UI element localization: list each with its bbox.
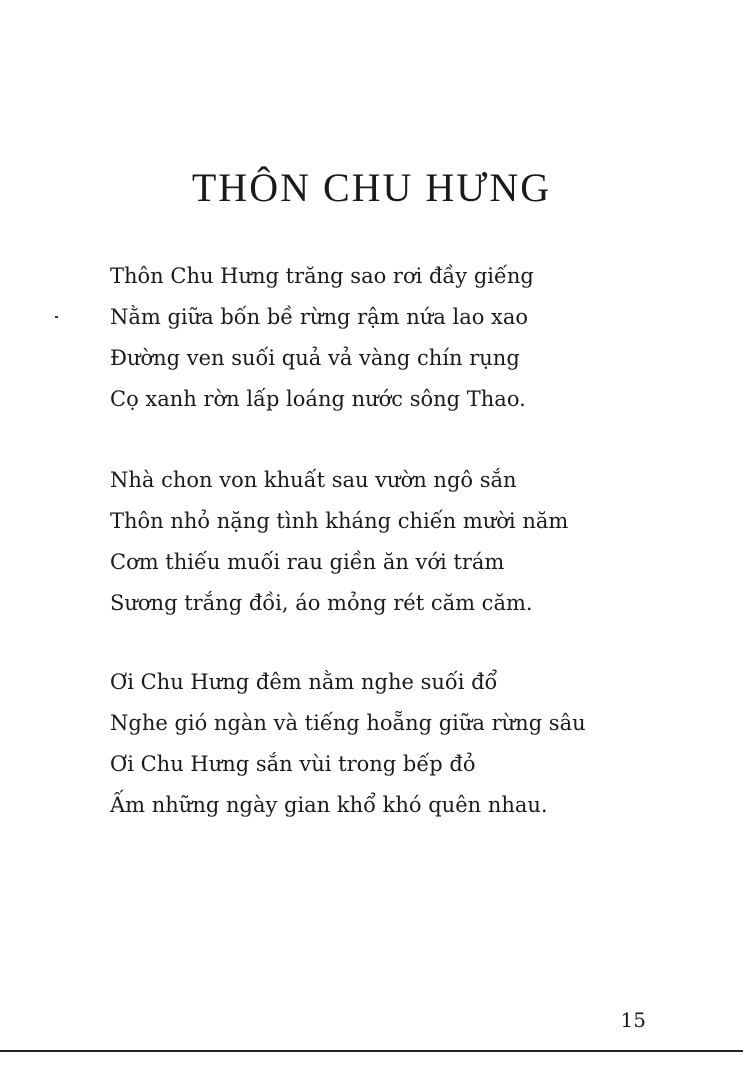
stanza-3 xyxy=(110,662,586,826)
poem-line: Đường ven suối quả vả vàng chín rụng xyxy=(110,346,520,370)
poem-line: Thôn Chu Hưng trăng sao rơi đầy giếng xyxy=(110,264,534,288)
print-speck xyxy=(55,316,58,318)
poem-title: THÔN CHU HƯNG xyxy=(191,165,552,210)
poem-line: Nằm giữa bốn bề rừng rậm nứa lao xao xyxy=(110,305,529,329)
poem-line: Sương trắng đồi, áo mỏng rét căm căm. xyxy=(110,591,533,615)
page-number: 15 xyxy=(620,1008,646,1032)
poem-line: Ơi Chu Hưng đêm nằm nghe suối đổ xyxy=(110,670,498,694)
poem-line: Cọ xanh rờn lấp loáng nước sông Thao. xyxy=(110,387,526,411)
poem-line: Ấm những ngày gian khổ khó quên nhau. xyxy=(110,793,548,817)
poem-line: Nghe gió ngàn và tiếng hoẵng giữa rừng sâu xyxy=(110,711,586,735)
stanza-1 xyxy=(110,256,534,420)
page-bottom-edge xyxy=(0,1050,743,1052)
stanza-2 xyxy=(110,460,568,624)
poem-line: Ơi Chu Hưng sắn vùi trong bếp đỏ xyxy=(110,752,476,776)
poem-line: Nhà chon von khuất sau vườn ngô sắn xyxy=(110,468,517,492)
poem-line: Thôn nhỏ nặng tình kháng chiến mười năm xyxy=(110,509,569,533)
poem-line: Cơm thiếu muối rau giền ăn với trám xyxy=(110,550,505,574)
